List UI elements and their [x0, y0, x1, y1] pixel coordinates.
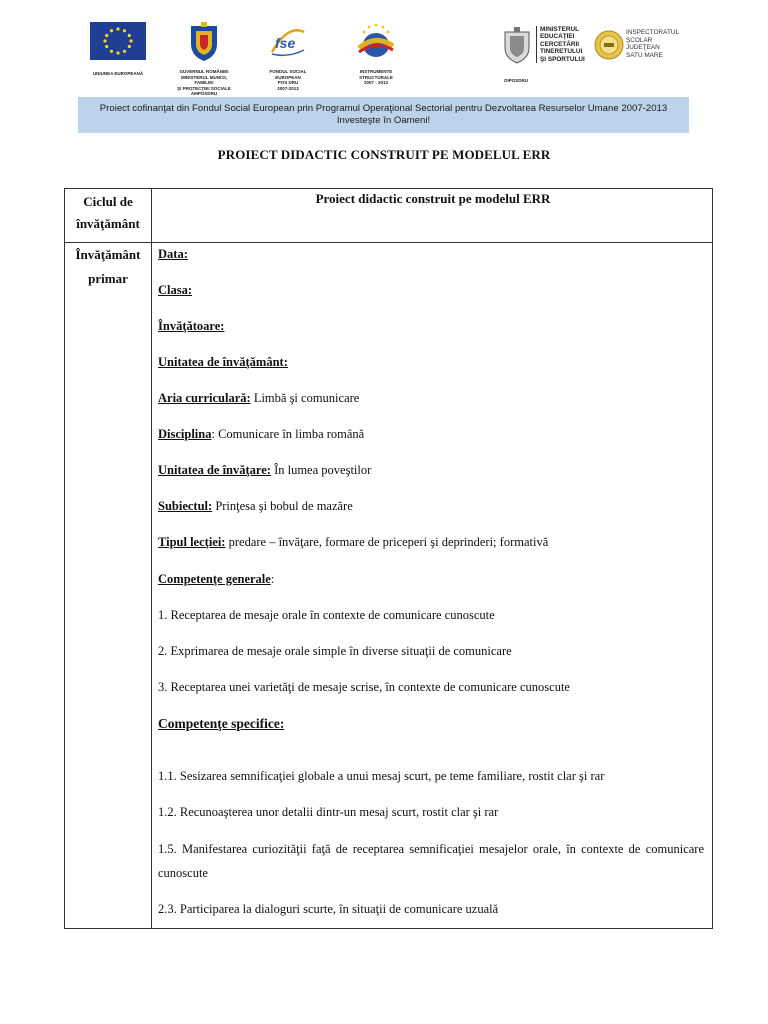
general-competence-3: 3. Receptarea unei varietăţi de mesaje scrise, în contexte de comunicare cunoscute: [158, 680, 570, 694]
specific-competence-1-1: 1.1. Sesizarea semnificaţiei globale a unui mesaj scurt, pe teme familiare, rostit clar şi rar: [158, 769, 605, 783]
field-learning-unit: [158, 459, 704, 481]
subject-value: Prinţesa şi bobul de mazăre: [212, 499, 353, 513]
curricular-area-value: Limbă şi comunicare: [250, 391, 360, 405]
government-logo: [176, 22, 232, 97]
field-lesson-type: [158, 531, 704, 553]
document-title: PROIECT DIDACTIC CONSTRUIT PE MODELUL ERR: [217, 147, 551, 162]
ministry-crest-icon: [502, 26, 532, 66]
isj-name: INSPECTORATUL ŞCOLAR JUDEŢEAN SATU MARE: [626, 29, 680, 59]
isj-seal-icon: [594, 30, 624, 60]
discipline-label: Disciplina: [158, 427, 212, 441]
romania-coat-of-arms-icon: [187, 22, 221, 62]
fse-logo: [260, 22, 316, 91]
general-competence-2: 2. Exprimarea de mesaje orale simple în diverse situaţii de comunicare: [158, 644, 512, 658]
general-competence-1: 1. Receptarea de mesaje orale în contexte de comunicare cunoscute: [158, 608, 495, 622]
logo-header: [80, 22, 688, 96]
svg-text:fse: fse: [275, 35, 296, 51]
specific-competence-1-2: 1.2. Recunoaşterea unor detalii dintr-un mesaj scurt, rostit clar şi rar: [158, 805, 499, 819]
structural-instruments-logo: [346, 22, 406, 86]
general-competences-label: Competenţe generale: [158, 572, 271, 586]
eu-flag-icon: [90, 22, 146, 60]
banner-line-2: Investeşte în Oameni!: [336, 115, 431, 126]
lesson-type-label: Tipul lecţiei:: [158, 535, 226, 549]
column-divider: [151, 189, 152, 928]
lesson-type-value: predare – învăţare, formare de priceperi şi deprinderi; formativă: [225, 535, 549, 549]
specific-competences-label: Competenţe specifice:: [158, 716, 285, 731]
field-specific-competences: [158, 713, 704, 735]
field-school: [158, 351, 704, 373]
field-general-competences: [158, 568, 704, 590]
lesson-plan-table: [64, 188, 713, 929]
discipline-value: : Comunicare în limba română: [211, 427, 365, 441]
general-competences-suffix: :: [270, 572, 275, 586]
learning-unit-label: Unitatea de învăţare:: [158, 463, 271, 477]
field-curricular-area: [158, 387, 704, 409]
teacher-label: Învăţătoare:: [158, 319, 225, 333]
cofinancing-banner: [78, 97, 689, 133]
banner-line-1: Proiect cofinanţat din Fondul Social European prin Programul Operaţional Sectorial pentru Dezvoltarea Resurselor Umane 2007-2013: [99, 103, 668, 114]
curricular-area-label: Aria curriculară:: [158, 391, 251, 405]
eu-logo-caption: UNIUNEA EUROPEANĂ: [92, 71, 144, 76]
field-date: [158, 243, 704, 265]
learning-unit-value: În lumea poveştilor: [270, 463, 372, 477]
date-label: Data:: [158, 247, 188, 261]
field-class: [158, 279, 704, 301]
ministry-name: MINISTERUL EDUCAŢIEI CERCETĂRII TINERETULUI ŞI SPORTULUI: [536, 26, 585, 63]
cycle-cell: Învăţământ primar: [75, 247, 141, 286]
structural-instruments-caption: INSTRUMENTE STRUCTURALE 2007 - 2013: [359, 69, 393, 85]
column-header-project: Proiect didactic construit pe modelul ERR: [315, 191, 551, 206]
government-logo-caption: GUVERNUL ROMÂNIEI MINISTERUL MUNCII, FAMILIEI ŞI PROTECŢIEI SOCIALE AMPOSDRU: [177, 69, 231, 96]
fse-logo-caption: FONDUL SOCIAL EUROPEAN POS DRU 2007-2013: [269, 69, 307, 91]
fse-emblem-icon: [266, 22, 310, 60]
class-label: Clasa:: [158, 283, 193, 297]
specific-competence-1-5: 1.5. Manifestarea curiozităţii faţă de receptarea semnificaţiei mesajelor orale, în contexte de comunicare cunoscute: [158, 842, 704, 880]
column-header-cycle: Ciclul de învăţământ: [76, 194, 140, 231]
subject-label: Subiectul:: [158, 499, 213, 513]
field-teacher: [158, 315, 704, 337]
school-label: Unitatea de învăţământ:: [158, 355, 288, 369]
eu-logo: [88, 22, 148, 77]
field-subject: [158, 495, 704, 517]
specific-competence-2-3: 2.3. Participarea la dialoguri scurte, în situaţii de comunicare uzuală: [158, 902, 499, 916]
field-discipline: [158, 423, 704, 445]
structural-instruments-icon: [353, 22, 399, 62]
ministry-caption: OIPOSDRU: [504, 78, 529, 83]
